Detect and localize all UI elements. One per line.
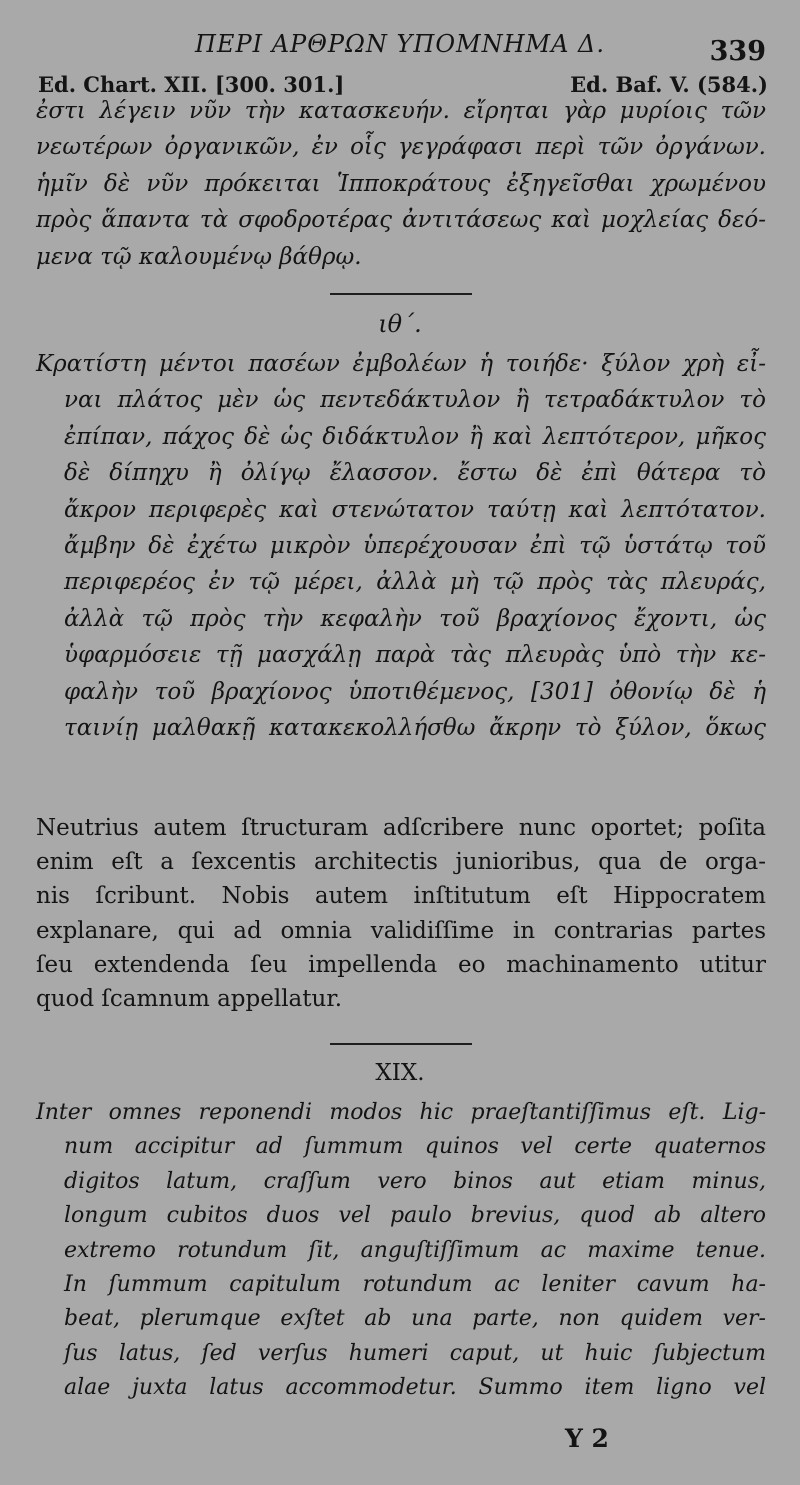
text-line: alae juxta latus accommodetur. Summo item ligno vel [64,1375,766,1401]
text-line: Κρατίστη μέντοι πασέων ἐμβολέων ἡ τοιήδε· ξύλον χρὴ εἶ- [36,351,766,377]
text-line: num accipitur ad ſummum quinos vel certe quaternos [64,1134,766,1160]
latin-section-paragraph [36,1096,766,1406]
section-divider [330,1043,472,1045]
text-line: beat, plerumque exſtet ab una parte, non quidem ver- [64,1306,766,1332]
text-line: extremo rotundum ſit, anguſtiſſimum ac maxime tenue. [64,1237,766,1263]
text-line: ſus latus, ſed verſus humeri caput, ut huic ſubjectum [64,1340,766,1366]
text-line: ἐστι λέγειν νῦν τὴν κατασκευήν. εἴρηται γὰρ μυρίοις τῶν [36,98,766,124]
greek-intro-paragraph [36,93,766,275]
text-line: digitos latum, craſſum vero binos aut etiam minus, [64,1168,766,1194]
text-line: ναι πλάτος μὲν ὡς πεντεδάκτυλον ἢ τετραδάκτυλον τὸ [64,387,766,414]
latin-section-heading: XIX. [375,1060,425,1086]
greek-section-heading: ιθ΄. [378,310,422,338]
running-title: ΠΕΡΙ ΑΡΘΡΩΝ ΥΠΟΜΝΗΜΑ Δ. [195,30,605,58]
text-line: δὲ δίπηχυ ἢ ὀλίγῳ ἔλασσον. ἔστω δὲ ἐπὶ θάτερα τὸ [64,460,766,487]
text-line: ſeu extendenda ſeu impellenda eo machinamento utitur [36,951,766,978]
text-line: νεωτέρων ὀργανικῶν, ἐν οἷς γεγράφασι περὶ τῶν ὀργάνων. [36,134,766,161]
text-line: πρὸς ἅπαντα τὰ σφοδροτέρας ἀντιτάσεως καὶ μοχλείας δεό- [36,207,766,234]
latin-intro-paragraph [36,811,766,1016]
page-number: 339 [709,36,766,67]
text-line: ἡμῖν δὲ νῦν πρόκειται Ἱπποκράτους ἐξηγεῖσθαι χρωμένου [36,170,766,197]
text-line: ἄκρον περιφερὲς καὶ στενώτατον ταύτῃ καὶ λεπτότατον. [64,496,766,523]
text-line: περιφερέος ἐν τῷ μέρει, ἀλλὰ μὴ τῷ πρὸς τὰς πλευράς, [64,569,766,596]
text-line: Inter omnes reponendi modos hic praeſtantiſſimus eſt. Lig- [36,1100,766,1125]
text-line: ὑφαρμόσειε τῇ μασχάλῃ παρὰ τὰς πλευρὰς ὑπὸ τὴν κε- [64,642,766,669]
section-divider [330,293,472,295]
text-line: Neutrius autem ſtructuram adſcribere nunc oportet; poſita [36,815,766,841]
text-line: longum cubitos duos vel paulo brevius, quod ab altero [64,1203,766,1229]
text-line: ταινίῃ μαλθακῇ κατακεκολλήσθω ἄκρην τὸ ξύλον, ὅκως [64,714,766,741]
text-line: quod ſcamnum appellatur. [36,985,343,1012]
text-line: ἐπίπαν, πάχος δὲ ὡς διδάκτυλον ἢ καὶ λεπτότερον, μῆκος [64,423,766,450]
signature-mark: Y 2 [565,1424,609,1453]
edition-reference-left: Ed. Chart. XII. [300. 301.] [38,72,345,97]
text-line: explanare, qui ad omnia validiſſime in contrarias partes [36,917,766,944]
text-line: nis ſcribunt. Nobis autem inſtitutum eſt Hippocratem [36,883,766,910]
text-line: μενα τῷ καλουμένῳ βάθρῳ. [36,243,362,270]
text-line: ἀλλὰ τῷ πρὸς τὴν κεφαλὴν τοῦ βραχίονος ἔχοντι, ὡς [64,605,766,632]
edition-reference-right: Ed. Baf. V. (584.) [570,72,768,97]
text-line: In ſummum capitulum rotundum ac leniter cavum ha- [64,1271,766,1297]
text-line: ἄμβην δὲ ἐχέτω μικρὸν ὑπερέχουσαν ἐπὶ τῷ ὑστάτῳ τοῦ [64,532,766,559]
text-line: φαλὴν τοῦ βραχίονος ὑποτιθέμενος, [301] ὀθονίῳ δὲ ἡ [64,678,766,705]
greek-section-paragraph [36,346,766,746]
text-line: enim eſt a ſexcentis architectis junioribus, qua de orga- [36,849,766,876]
